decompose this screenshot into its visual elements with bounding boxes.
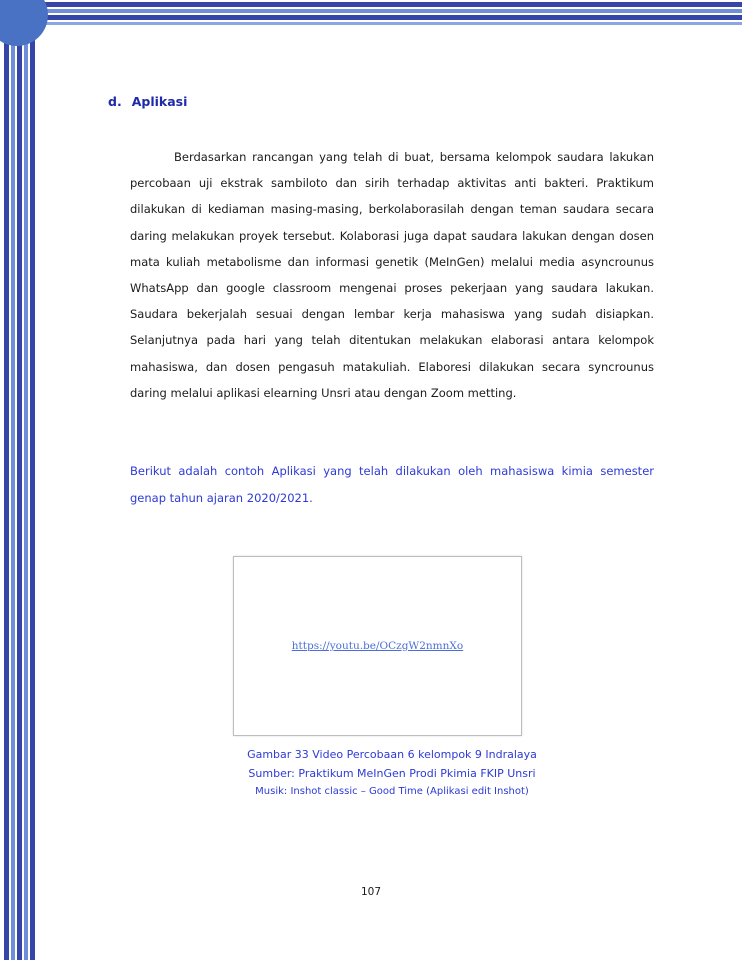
figure-caption-music: Musik: Inshot classic – Good Time (Aplikasi edit Inshot) [255, 786, 529, 797]
left-decorative-bars [0, 0, 40, 960]
figure-caption-title: Gambar 33 Video Percobaan 6 kelompok 9 Indralaya [247, 748, 537, 761]
left-bar-5 [30, 0, 35, 960]
video-link[interactable]: https://youtu.be/OCzgW2nmnXo [291, 640, 464, 652]
left-bar-3 [17, 0, 22, 960]
left-bar-2 [11, 0, 15, 960]
page-number: 107 [360, 886, 382, 898]
top-bar-1 [22, 2, 742, 7]
section-heading [108, 94, 187, 109]
left-bar-1 [4, 0, 9, 960]
section-letter: d. [108, 94, 122, 109]
figure-caption-source: Sumber: Praktikum MeInGen Prodi Pkimia FKIP Unsri [248, 767, 536, 780]
left-bar-4 [24, 0, 28, 960]
body-paragraph: Berdasarkan rancangan yang telah di buat, bersama kelompok saudara lakukan percobaan uji ekstrak sambiloto dan sirih terhadap aktivitas anti bakteri. Praktikum dilakukan di kediaman masing-masing, berkolaborasilah dengan teman saudara secara daring melakukan proyek tersebut. Kolaborasi juga dapat saudara lakukan dengan dosen mata kuliah metabolisme dan informasi genetik (MeInGen) melalui media asyncrounus WhatsApp dan google classroom mengenai proses pekerjaan yang saudara lakukan. Saudara bekerjalah sesuai dengan lembar kerja mahasiswa yang sudah disiapkan. Selanjutnya pada hari yang telah ditentukan melakukan elaborasi antara kelompok mahasiswa, dan dosen pengasuh matakuliah. Elaboresi dilakukan secara syncrounus daring melalui aplikasi elearning Unsri atau dengan Zoom metting. [130, 150, 654, 400]
top-bar-2 [22, 9, 742, 13]
intro-paragraph: Berikut adalah contoh Aplikasi yang telah dilakukan oleh mahasiswa kimia semester genap tahun ajaran 2020/2021. [130, 464, 654, 505]
section-title: Aplikasi [131, 94, 188, 109]
top-bar-4 [22, 22, 742, 25]
corner-circle-ornament [0, 0, 48, 46]
top-bar-3 [22, 15, 742, 20]
top-decorative-bars [22, 0, 742, 30]
video-embed-frame[interactable] [233, 556, 522, 736]
